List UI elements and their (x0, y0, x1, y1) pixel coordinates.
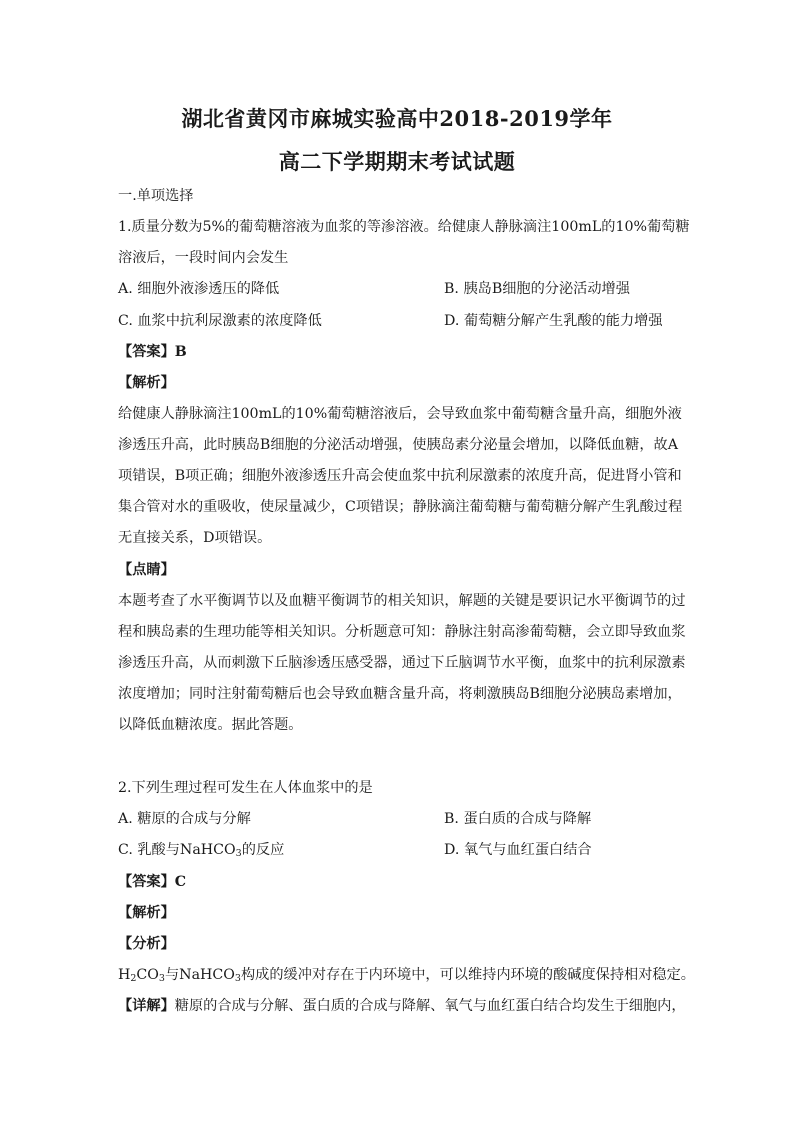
section-heading: 一.单项选择 (118, 188, 194, 204)
q2-detail-heading: 【详解】 (118, 998, 175, 1014)
q1-comment-line: 以降低血糖浓度。据此答题。 (118, 717, 303, 733)
document-title-line-2: 高二下学期期末考试试题 (278, 149, 516, 174)
q2-analysis-sub-heading: 【分析】 (118, 936, 175, 952)
subscript: 3 (158, 973, 165, 984)
q2-option-a: A. 糖原的合成与分解 (118, 811, 251, 827)
q1-comment-line: 浓度增加；同时注射葡萄糖后也会导致血糖含量升高，将刺激胰岛B细胞分泌胰岛素增加， (118, 686, 682, 702)
q2-option-c-text: 的反应 (241, 842, 285, 858)
q2-option-b: B. 蛋白质的合成与降解 (444, 811, 592, 827)
q1-analysis-line: 集合管对水的重吸收，使尿量减少，C项错误；静脉滴注葡萄糖与葡萄糖分解产生乳酸过程 (118, 499, 683, 515)
subscript: 2 (130, 973, 137, 984)
q2-option-c (118, 840, 284, 860)
q1-option-d: D. 葡萄糖分解产生乳酸的能力增强 (444, 313, 663, 329)
document-title-line-1: 湖北省黄冈市麻城实验高中2018-2019学年 (181, 106, 613, 131)
q2-detail (118, 996, 686, 1016)
subscript: 3 (235, 848, 242, 859)
q2-stem: 2.下列生理过程可发生在人体血浆中的是 (118, 780, 373, 796)
q2-analysis-heading: 【解析】 (118, 905, 175, 921)
formula-text: CO (136, 967, 159, 983)
q1-answer: 【答案】B (118, 344, 187, 360)
analysis-text: 构成的缓冲对存在于内环境中，可以维持内环境的酸碱度保持相对稳定。 (240, 967, 695, 983)
subscript: 3 (234, 973, 241, 984)
formula-text: 与NaHCO (164, 967, 235, 983)
q2-answer: 【答案】C (118, 874, 187, 890)
q2-detail-text: 糖原的合成与分解、蛋白质的合成与降解、氧气与血红蛋白结合均发生于细胞内， (174, 998, 686, 1014)
q1-analysis-line: 无直接关系，D项错误。 (118, 530, 272, 546)
q1-analysis-line: 渗透压升高，此时胰岛B细胞的分泌活动增强，使胰岛素分泌量会增加，以降低血糖，故A (118, 437, 678, 453)
q1-comment-heading: 【点睛】 (118, 562, 175, 578)
q1-stem-line-2: 溶液后，一段时间内会发生 (118, 250, 289, 266)
q1-option-b: B. 胰岛B细胞的分泌活动增强 (444, 281, 630, 297)
q1-comment-line: 程和胰岛素的生理功能等相关知识。分析题意可知：静脉注射高渗葡萄糖，会立即导致血浆 (118, 624, 686, 640)
q1-comment-line: 本题考查了水平衡调节以及血糖平衡调节的相关知识，解题的关键是要识记水平衡调节的过 (118, 593, 686, 609)
q2-option-d: D. 氧气与血红蛋白结合 (444, 842, 592, 858)
q1-option-a: A. 细胞外液渗透压的降低 (118, 281, 280, 297)
q1-analysis-line: 项错误，B项正确；细胞外液渗透压升高会使血浆中抗利尿激素的浓度升高，促进肾小管和 (118, 468, 682, 484)
q2-analysis-text (118, 965, 695, 985)
q1-comment-line: 渗透压升高，从而刺激下丘脑渗透压感受器，通过下丘脑调节水平衡，血浆中的抗利尿激素 (118, 655, 686, 671)
formula-text: H (118, 967, 131, 983)
q1-stem-line-1: 1.质量分数为5%的葡萄糖溶液为血浆的等渗溶液。给健康人静脉滴注100mL的10%葡萄糖 (118, 219, 690, 235)
q1-analysis-line: 给健康人静脉滴注100mL的10%葡萄糖溶液后，会导致血浆中葡萄糖含量升高，细胞外液 (118, 406, 682, 422)
q1-analysis-heading: 【解析】 (118, 375, 175, 391)
q2-option-c-text: C. 乳酸与NaHCO (118, 842, 236, 858)
q1-option-c: C. 血浆中抗利尿激素的浓度降低 (118, 313, 322, 329)
